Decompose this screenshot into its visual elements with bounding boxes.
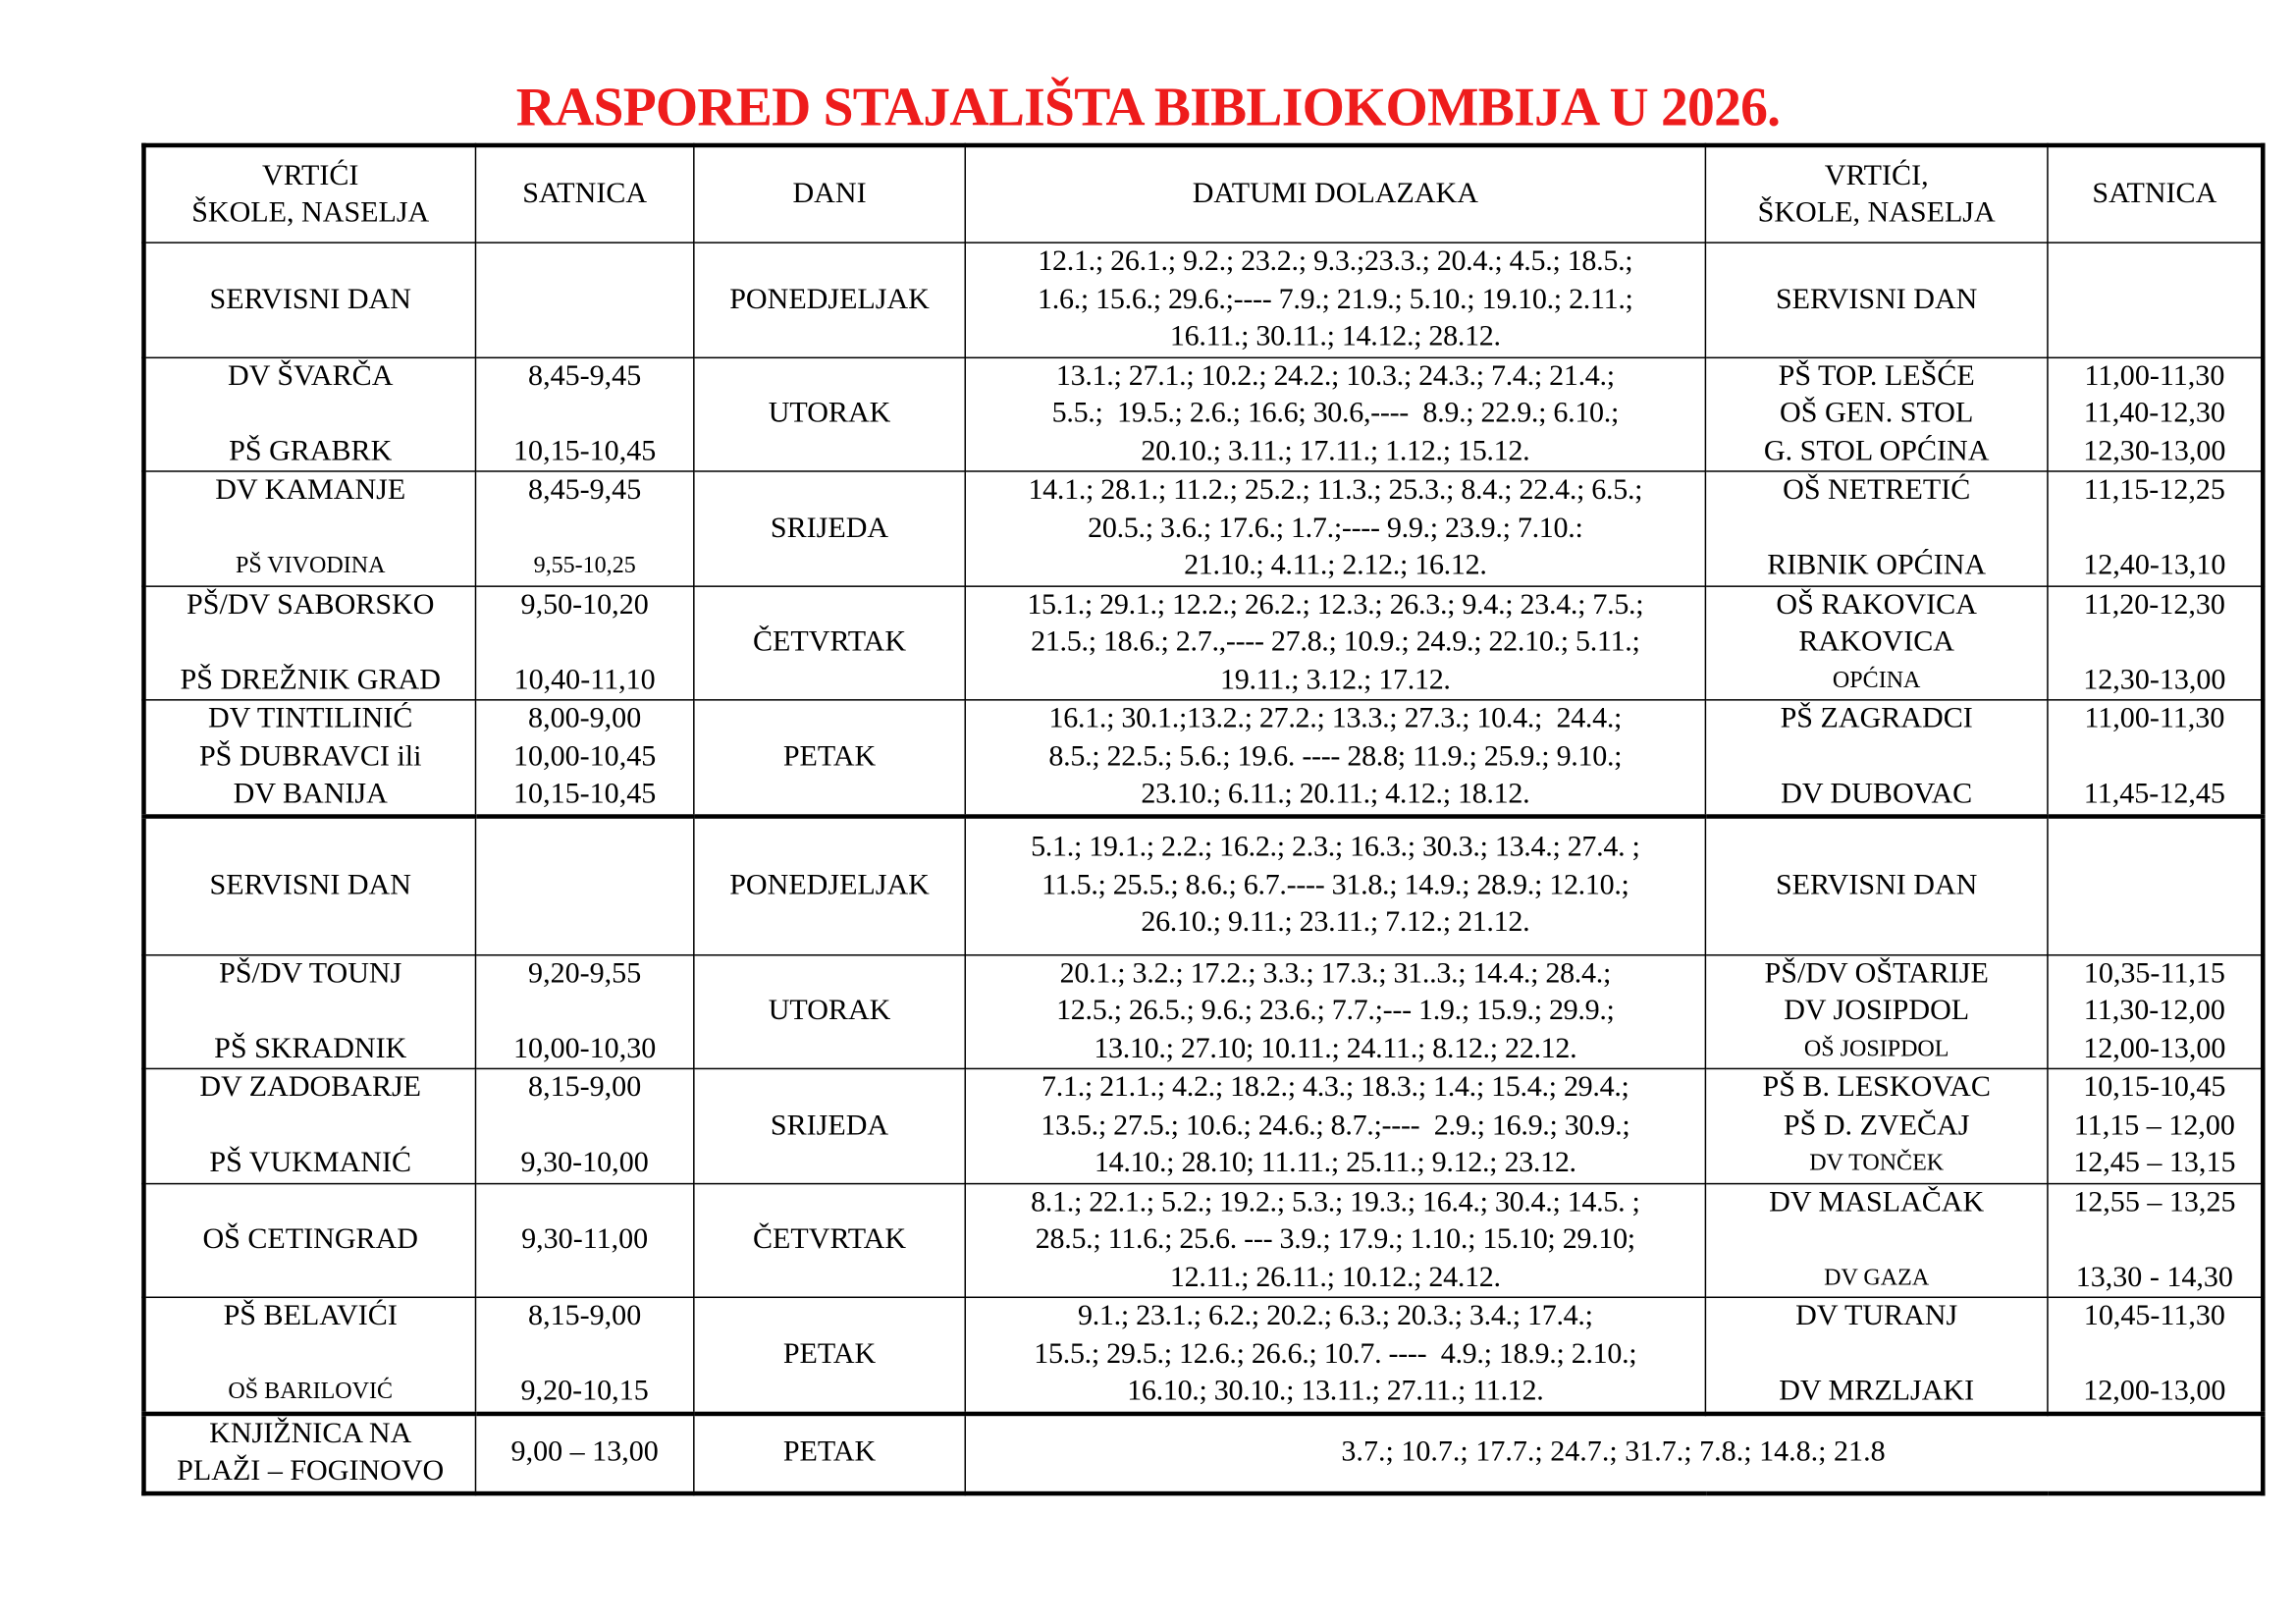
dates-line: 26.10.; 9.11.; 23.11.; 7.12.; 21.12. <box>1141 905 1530 939</box>
cell-line: 8,45-9,45 <box>528 473 642 507</box>
cell-stack <box>479 586 690 699</box>
cell-stack <box>2052 281 2258 318</box>
cell-line: 8,15-9,00 <box>528 1299 642 1332</box>
cell-stack <box>1709 955 2044 1068</box>
cell-stack <box>2052 1184 2258 1297</box>
day-cell: UTORAK <box>694 954 965 1068</box>
cell-stack <box>149 1298 472 1411</box>
cell-stack <box>149 586 472 699</box>
cell-line: KNJIŽNICA NA <box>209 1416 412 1450</box>
cell-line <box>2052 510 2258 547</box>
right-time-cell <box>2048 585 2263 699</box>
schedule-row <box>143 816 2263 954</box>
day-cell: UTORAK <box>694 357 965 471</box>
cell-line <box>479 1335 690 1373</box>
dates-line: 15.5.; 29.5.; 12.6.; 26.6.; 10.7. ---- 4.9.; 18.9.; 2.10.; <box>1034 1336 1637 1370</box>
cell-line: OŠ JOSIPDOL <box>1803 1036 1949 1061</box>
cell-stack <box>149 281 472 318</box>
cell-line: OŠ GEN. STOL <box>1780 397 1974 430</box>
right-location-cell <box>1705 357 2048 471</box>
dates-line: 20.1.; 3.2.; 17.2.; 3.3.; 17.3.; 31..3.; 14.4.; 28.4.; <box>1059 956 1612 990</box>
cell-line: 11,15 – 12,00 <box>2073 1108 2235 1142</box>
right-time-cell <box>2048 816 2263 954</box>
cell-stack <box>479 955 690 1068</box>
dates-line: 13.10.; 27.10; 10.11.; 24.11.; 8.12.; 22.12. <box>1094 1031 1577 1064</box>
cell-stack <box>149 955 472 1068</box>
cell-line: DV GAZA <box>1824 1265 1930 1290</box>
beach-location-cell <box>143 1413 475 1492</box>
dates-cell <box>965 1183 1705 1297</box>
schedule-row <box>143 1183 2263 1297</box>
cell-line: 11,00-11,30 <box>2084 702 2225 735</box>
cell-line: PŠ SKRADNIK <box>214 1031 407 1064</box>
cell-line: 10,15-10,45 <box>513 434 657 467</box>
cell-line: 11,30-12,00 <box>2083 994 2225 1027</box>
day-cell: PETAK <box>694 700 965 816</box>
beach-library-row <box>143 1413 2263 1492</box>
cell-line: 12,55 – 13,25 <box>2073 1185 2236 1218</box>
cell-line: SERVISNI DAN <box>1775 282 1978 315</box>
cell-line: 10,15-10,45 <box>513 777 657 810</box>
cell-stack <box>149 1069 472 1182</box>
header-text: ŠKOLE, NASELJA <box>191 195 430 229</box>
dates-line: 20.5.; 3.6.; 17.6.; 1.7.;---- 9.9.; 23.9.; 7.10.: <box>1088 511 1583 544</box>
cell-line <box>1709 1335 2044 1373</box>
cell-stack <box>479 867 690 904</box>
day-cell: PONEDJELJAK <box>694 816 965 954</box>
left-time-cell <box>475 471 693 585</box>
schedule-row <box>143 1068 2263 1182</box>
cell-stack <box>479 357 690 470</box>
cell-line: PŠ DREŽNIK GRAD <box>180 663 441 696</box>
cell-line: PŠ/DV OŠTARIJE <box>1764 956 1989 990</box>
right-location-cell <box>1705 954 2048 1068</box>
cell-line <box>149 510 472 547</box>
cell-line <box>1709 510 2044 547</box>
cell-line <box>149 1107 472 1144</box>
cell-line: DV MRZLJAKI <box>1779 1375 1975 1408</box>
cell-line: 12,00-13,00 <box>2083 1031 2226 1064</box>
cell-line: 11,00-11,30 <box>2084 358 2225 392</box>
right-time-cell <box>2048 357 2263 471</box>
cell-line: PŠ D. ZVEČAJ <box>1783 1108 1970 1142</box>
cell-line: DV TONČEK <box>1809 1150 1945 1176</box>
dates-line: 9.1.; 23.1.; 6.2.; 20.2.; 6.3.; 20.3.; 3.4.; 17.4.; <box>1077 1299 1593 1332</box>
cell-line: 9,30-11,00 <box>521 1222 649 1256</box>
left-location-cell <box>143 816 475 954</box>
beach-day-cell: PETAK <box>694 1413 965 1492</box>
header-row <box>143 145 2263 243</box>
cell-stack <box>149 1221 472 1259</box>
cell-line <box>149 396 472 433</box>
cell-line: OŠ NETRETIĆ <box>1783 473 1971 507</box>
schedule-body <box>143 243 2263 1492</box>
dates-line: 8.5.; 22.5.; 5.6.; 19.6. ---- 28.8; 11.9.; 25.9.; 9.10.; <box>1048 739 1623 773</box>
right-time-cell <box>2048 1297 2263 1413</box>
cell-line <box>479 867 690 904</box>
cell-line <box>2052 1335 2258 1373</box>
right-time-cell <box>2048 954 2263 1068</box>
cell-stack <box>2052 1298 2258 1411</box>
cell-line <box>2052 623 2258 661</box>
cell-line: 8,45-9,45 <box>528 358 642 392</box>
cell-line: 9,50-10,20 <box>520 587 649 621</box>
cell-line: PŠ VIVODINA <box>235 553 386 578</box>
cell-line: DV ŠVARČA <box>228 358 394 392</box>
header-left-location <box>143 145 475 243</box>
cell-line: 13,30 - 14,30 <box>2075 1260 2233 1293</box>
cell-line: PŠ DUBRAVCI ili <box>198 739 422 773</box>
cell-line: 12,45 – 13,15 <box>2073 1146 2236 1179</box>
right-location-cell <box>1705 1183 2048 1297</box>
right-time-cell <box>2048 1068 2263 1182</box>
day-cell: SRIJEDA <box>694 471 965 585</box>
dates-line: 11.5.; 25.5.; 8.6.; 6.7.---- 31.8.; 14.9.; 28.9.; 12.10.; <box>1041 868 1629 901</box>
day-cell: ČETVRTAK <box>694 585 965 699</box>
right-time-cell <box>2048 471 2263 585</box>
cell-stack <box>1709 281 2044 318</box>
cell-line: 12,00-13,00 <box>2083 1375 2226 1408</box>
cell-stack <box>1709 1298 2044 1411</box>
left-time-cell <box>475 816 693 954</box>
dates-line: 12.5.; 26.5.; 9.6.; 23.6.; 7.7.;--- 1.9.; 15.9.; 29.9.; <box>1056 994 1615 1027</box>
cell-line: 11,20-12,30 <box>2083 587 2225 621</box>
header-day: DANI <box>694 145 965 243</box>
right-location-cell <box>1705 243 2048 356</box>
left-time-cell <box>475 585 693 699</box>
header-left-time: SATNICA <box>475 145 693 243</box>
schedule-row <box>143 1297 2263 1413</box>
cell-stack <box>1709 357 2044 470</box>
dates-line: 12.11.; 26.11.; 10.12.; 24.12. <box>1169 1260 1501 1293</box>
header-dates: DATUMI DOLAZAKA <box>965 145 1705 243</box>
cell-line: 10,40-11,10 <box>513 663 656 696</box>
dates-line: 14.10.; 28.10; 11.11.; 25.11.; 9.12.; 23.12. <box>1094 1146 1576 1179</box>
dates-line: 16.1.; 30.1.;13.2.; 27.2.; 13.3.; 27.3.; 10.4.; 24.4.; <box>1048 702 1623 735</box>
dates-cell <box>965 816 1705 954</box>
schedule-row <box>143 585 2263 699</box>
day-cell: PETAK <box>694 1297 965 1413</box>
cell-line: 10,00-10,45 <box>513 739 657 773</box>
cell-stack <box>479 1069 690 1182</box>
cell-stack <box>1709 867 2044 904</box>
dates-line: 20.10.; 3.11.; 17.11.; 1.12.; 15.12. <box>1141 434 1530 467</box>
cell-line: DV ZADOBARJE <box>199 1070 422 1104</box>
schedule-row <box>143 243 2263 356</box>
cell-line: PŠ B. LESKOVAC <box>1762 1070 1991 1104</box>
left-time-cell <box>475 700 693 816</box>
dates-line: 16.10.; 30.10.; 13.11.; 27.11.; 11.12. <box>1127 1375 1544 1408</box>
left-time-cell <box>475 243 693 356</box>
cell-line <box>1709 738 2044 776</box>
day-cell: PONEDJELJAK <box>694 243 965 356</box>
cell-line: 10,00-10,30 <box>513 1031 657 1064</box>
cell-line: DV BANIJA <box>233 777 388 810</box>
dates-line: 28.5.; 11.6.; 25.6. --- 3.9.; 17.9.; 1.10.; 15.10; 29.10; <box>1035 1222 1635 1256</box>
cell-line: PŠ/DV SABORSKO <box>187 587 435 621</box>
left-location-cell <box>143 243 475 356</box>
cell-line: G. STOL OPĆINA <box>1763 434 1990 467</box>
header-right-time: SATNICA <box>2048 145 2263 243</box>
header-text: VRTIĆI, <box>1824 158 1929 191</box>
cell-line <box>2052 867 2258 904</box>
left-time-cell <box>475 1068 693 1182</box>
cell-line: 12,30-13,00 <box>2083 663 2226 696</box>
page-title: RASPORED STAJALIŠTA BIBLIOKOMBIJA U 2026. <box>515 78 1781 139</box>
dates-line: 21.5.; 18.6.; 2.7.,---- 27.8.; 10.9.; 24.9.; 22.10.; 5.11.; <box>1031 624 1640 659</box>
dates-cell <box>965 1297 1705 1413</box>
cell-stack <box>1709 1184 2044 1297</box>
cell-stack <box>479 472 690 585</box>
right-location-cell <box>1705 1297 2048 1413</box>
left-location-cell <box>143 700 475 816</box>
cell-line: RAKOVICA <box>1798 624 1954 659</box>
cell-stack <box>2052 586 2258 699</box>
cell-stack <box>149 867 472 904</box>
cell-line <box>149 993 472 1030</box>
cell-line: OŠ CETINGRAD <box>202 1222 418 1256</box>
right-time-cell <box>2048 1183 2263 1297</box>
left-location-cell <box>143 954 475 1068</box>
cell-stack <box>149 472 472 585</box>
header-text: VRTIĆI <box>262 158 359 191</box>
left-location-cell <box>143 357 475 471</box>
schedule-row <box>143 357 2263 471</box>
dates-line: 13.5.; 27.5.; 10.6.; 24.6.; 8.7.;---- 2.9.; 16.9.; 30.9.; <box>1041 1108 1630 1142</box>
cell-line: DV DUBOVAC <box>1781 777 1973 810</box>
dates-line: 15.1.; 29.1.; 12.2.; 26.2.; 12.3.; 26.3.; 9.4.; 23.4.; 7.5.; <box>1027 587 1644 621</box>
cell-line: 8,15-9,00 <box>528 1070 642 1104</box>
left-time-cell <box>475 954 693 1068</box>
beach-dates-cell: 3.7.; 10.7.; 17.7.; 24.7.; 31.7.; 7.8.; 14.8.; 21.8 <box>965 1413 2263 1492</box>
dates-cell <box>965 357 1705 471</box>
cell-line <box>479 281 690 318</box>
cell-line <box>2052 1221 2258 1259</box>
cell-stack <box>479 1298 690 1411</box>
cell-line <box>2052 738 2258 776</box>
cell-stack <box>1709 1069 2044 1182</box>
cell-line: SERVISNI DAN <box>209 868 411 901</box>
cell-line <box>479 993 690 1030</box>
cell-line: 9,20-9,55 <box>528 956 642 990</box>
schedule-row <box>143 954 2263 1068</box>
cell-line <box>479 623 690 661</box>
cell-stack <box>2052 867 2258 904</box>
cell-line <box>479 510 690 547</box>
cell-line: PLAŽI – FOGINOVO <box>177 1454 445 1488</box>
cell-stack <box>2052 1069 2258 1182</box>
cell-line: DV TINTILINIĆ <box>208 702 413 735</box>
left-time-cell <box>475 1297 693 1413</box>
cell-stack <box>2052 357 2258 470</box>
cell-line <box>479 1107 690 1144</box>
dates-line: 1.6.; 15.6.; 29.6.;---- 7.9.; 21.9.; 5.10.; 19.10.; 2.11.; <box>1038 282 1633 315</box>
cell-line: PŠ/DV TOUNJ <box>219 956 402 990</box>
dates-line: 16.11.; 30.11.; 14.12.; 28.12. <box>1169 319 1501 353</box>
cell-line: 12,40-13,10 <box>2083 548 2226 581</box>
cell-line: OPĆINA <box>1832 667 1921 693</box>
cell-line: SERVISNI DAN <box>209 282 411 315</box>
cell-line: DV KAMANJE <box>215 473 406 507</box>
left-location-cell <box>143 471 475 585</box>
dates-line: 19.11.; 3.12.; 17.12. <box>1220 663 1451 696</box>
cell-line <box>1709 1221 2044 1259</box>
beach-time-cell: 9,00 – 13,00 <box>475 1413 693 1492</box>
cell-line: OŠ RAKOVICA <box>1776 587 1977 621</box>
cell-line: DV JOSIPDOL <box>1784 994 1970 1027</box>
cell-line: 11,45-12,45 <box>2083 777 2225 810</box>
right-location-cell <box>1705 700 2048 816</box>
header-right-location <box>1705 145 2048 243</box>
cell-line: SERVISNI DAN <box>1775 868 1978 901</box>
left-time-cell <box>475 357 693 471</box>
dates-line: 7.1.; 21.1.; 4.2.; 18.2.; 4.3.; 18.3.; 1.4.; 15.4.; 29.4.; <box>1041 1070 1629 1104</box>
dates-line: 21.10.; 4.11.; 2.12.; 16.12. <box>1184 548 1487 581</box>
cell-line: 11,15-12,25 <box>2083 473 2225 507</box>
cell-line: 8,00-9,00 <box>528 702 642 735</box>
cell-stack <box>479 1221 690 1259</box>
right-location-cell <box>1705 1068 2048 1182</box>
cell-line: PŠ ZAGRADCI <box>1780 702 1973 735</box>
dates-line: 12.1.; 26.1.; 9.2.; 23.2.; 9.3.;23.3.; 20.4.; 4.5.; 18.5.; <box>1038 244 1633 278</box>
dates-line: 23.10.; 6.11.; 20.11.; 4.12.; 18.12. <box>1141 777 1530 810</box>
cell-line: 9,30-10,00 <box>520 1146 649 1179</box>
dates-cell <box>965 243 1705 356</box>
left-location-cell <box>143 1183 475 1297</box>
cell-line: 10,15-10,45 <box>2083 1070 2226 1104</box>
cell-stack <box>1709 586 2044 699</box>
right-location-cell <box>1705 471 2048 585</box>
cell-line <box>149 1335 472 1373</box>
cell-line <box>149 623 472 661</box>
cell-line <box>479 396 690 433</box>
right-location-cell <box>1705 585 2048 699</box>
schedule-row <box>143 471 2263 585</box>
cell-line: RIBNIK OPĆINA <box>1767 548 1987 581</box>
dates-line: 8.1.; 22.1.; 5.2.; 19.2.; 5.3.; 19.3.; 16.4.; 30.4.; 14.5. ; <box>1031 1185 1640 1218</box>
dates-cell <box>965 1068 1705 1182</box>
day-cell: ČETVRTAK <box>694 1183 965 1297</box>
cell-line: DV MASLAČAK <box>1769 1185 1985 1218</box>
cell-line: PŠ TOP. LEŠĆE <box>1778 358 1975 392</box>
cell-stack <box>2052 701 2258 814</box>
dates-line: 14.1.; 28.1.; 11.2.; 25.2.; 11.3.; 25.3.; 8.4.; 22.4.; 6.5.; <box>1028 473 1643 507</box>
right-location-cell <box>1705 816 2048 954</box>
left-time-cell <box>475 1183 693 1297</box>
left-location-cell <box>143 1297 475 1413</box>
cell-line: 10,45-11,30 <box>2083 1299 2225 1332</box>
cell-line: 10,35-11,15 <box>2083 956 2225 990</box>
cell-line: PŠ BELAVIĆI <box>223 1299 398 1332</box>
right-time-cell <box>2048 243 2263 356</box>
dates-cell <box>965 471 1705 585</box>
cell-line: OŠ BARILOVIĆ <box>228 1379 394 1405</box>
cell-stack <box>2052 955 2258 1068</box>
cell-stack <box>1709 701 2044 814</box>
cell-line: PŠ VUKMANIĆ <box>209 1146 412 1179</box>
cell-line: PŠ GRABRK <box>229 434 393 467</box>
schedule-row <box>143 700 2263 816</box>
dates-line: 5.5.; 19.5.; 2.6.; 16.6; 30.6,---- 8.9.; 22.9.; 6.10.; <box>1051 397 1620 430</box>
cell-line: 9,20-10,15 <box>520 1375 649 1408</box>
cell-stack <box>149 701 472 814</box>
right-time-cell <box>2048 700 2263 816</box>
schedule-table <box>141 143 2265 1495</box>
cell-stack <box>1709 472 2044 585</box>
cell-line: 11,40-12,30 <box>2083 397 2225 430</box>
dates-cell <box>965 700 1705 816</box>
cell-stack <box>2052 472 2258 585</box>
cell-stack <box>149 357 472 470</box>
left-location-cell <box>143 1068 475 1182</box>
cell-stack <box>479 701 690 814</box>
dates-line: 13.1.; 27.1.; 10.2.; 24.2.; 10.3.; 24.3.; 7.4.; 21.4.; <box>1055 358 1615 392</box>
cell-line: DV TURANJ <box>1795 1299 1958 1332</box>
day-cell: SRIJEDA <box>694 1068 965 1182</box>
dates-line: 5.1.; 19.1.; 2.2.; 16.2.; 2.3.; 16.3.; 30.3.; 13.4.; 27.4. ; <box>1031 831 1640 864</box>
dates-cell <box>965 954 1705 1068</box>
dates-cell <box>965 585 1705 699</box>
cell-line: 9,55-10,25 <box>533 553 636 578</box>
cell-stack <box>479 281 690 318</box>
header-text: ŠKOLE, NASELJA <box>1757 195 1996 229</box>
cell-line: 12,30-13,00 <box>2083 434 2226 467</box>
left-location-cell <box>143 585 475 699</box>
cell-line <box>2052 281 2258 318</box>
